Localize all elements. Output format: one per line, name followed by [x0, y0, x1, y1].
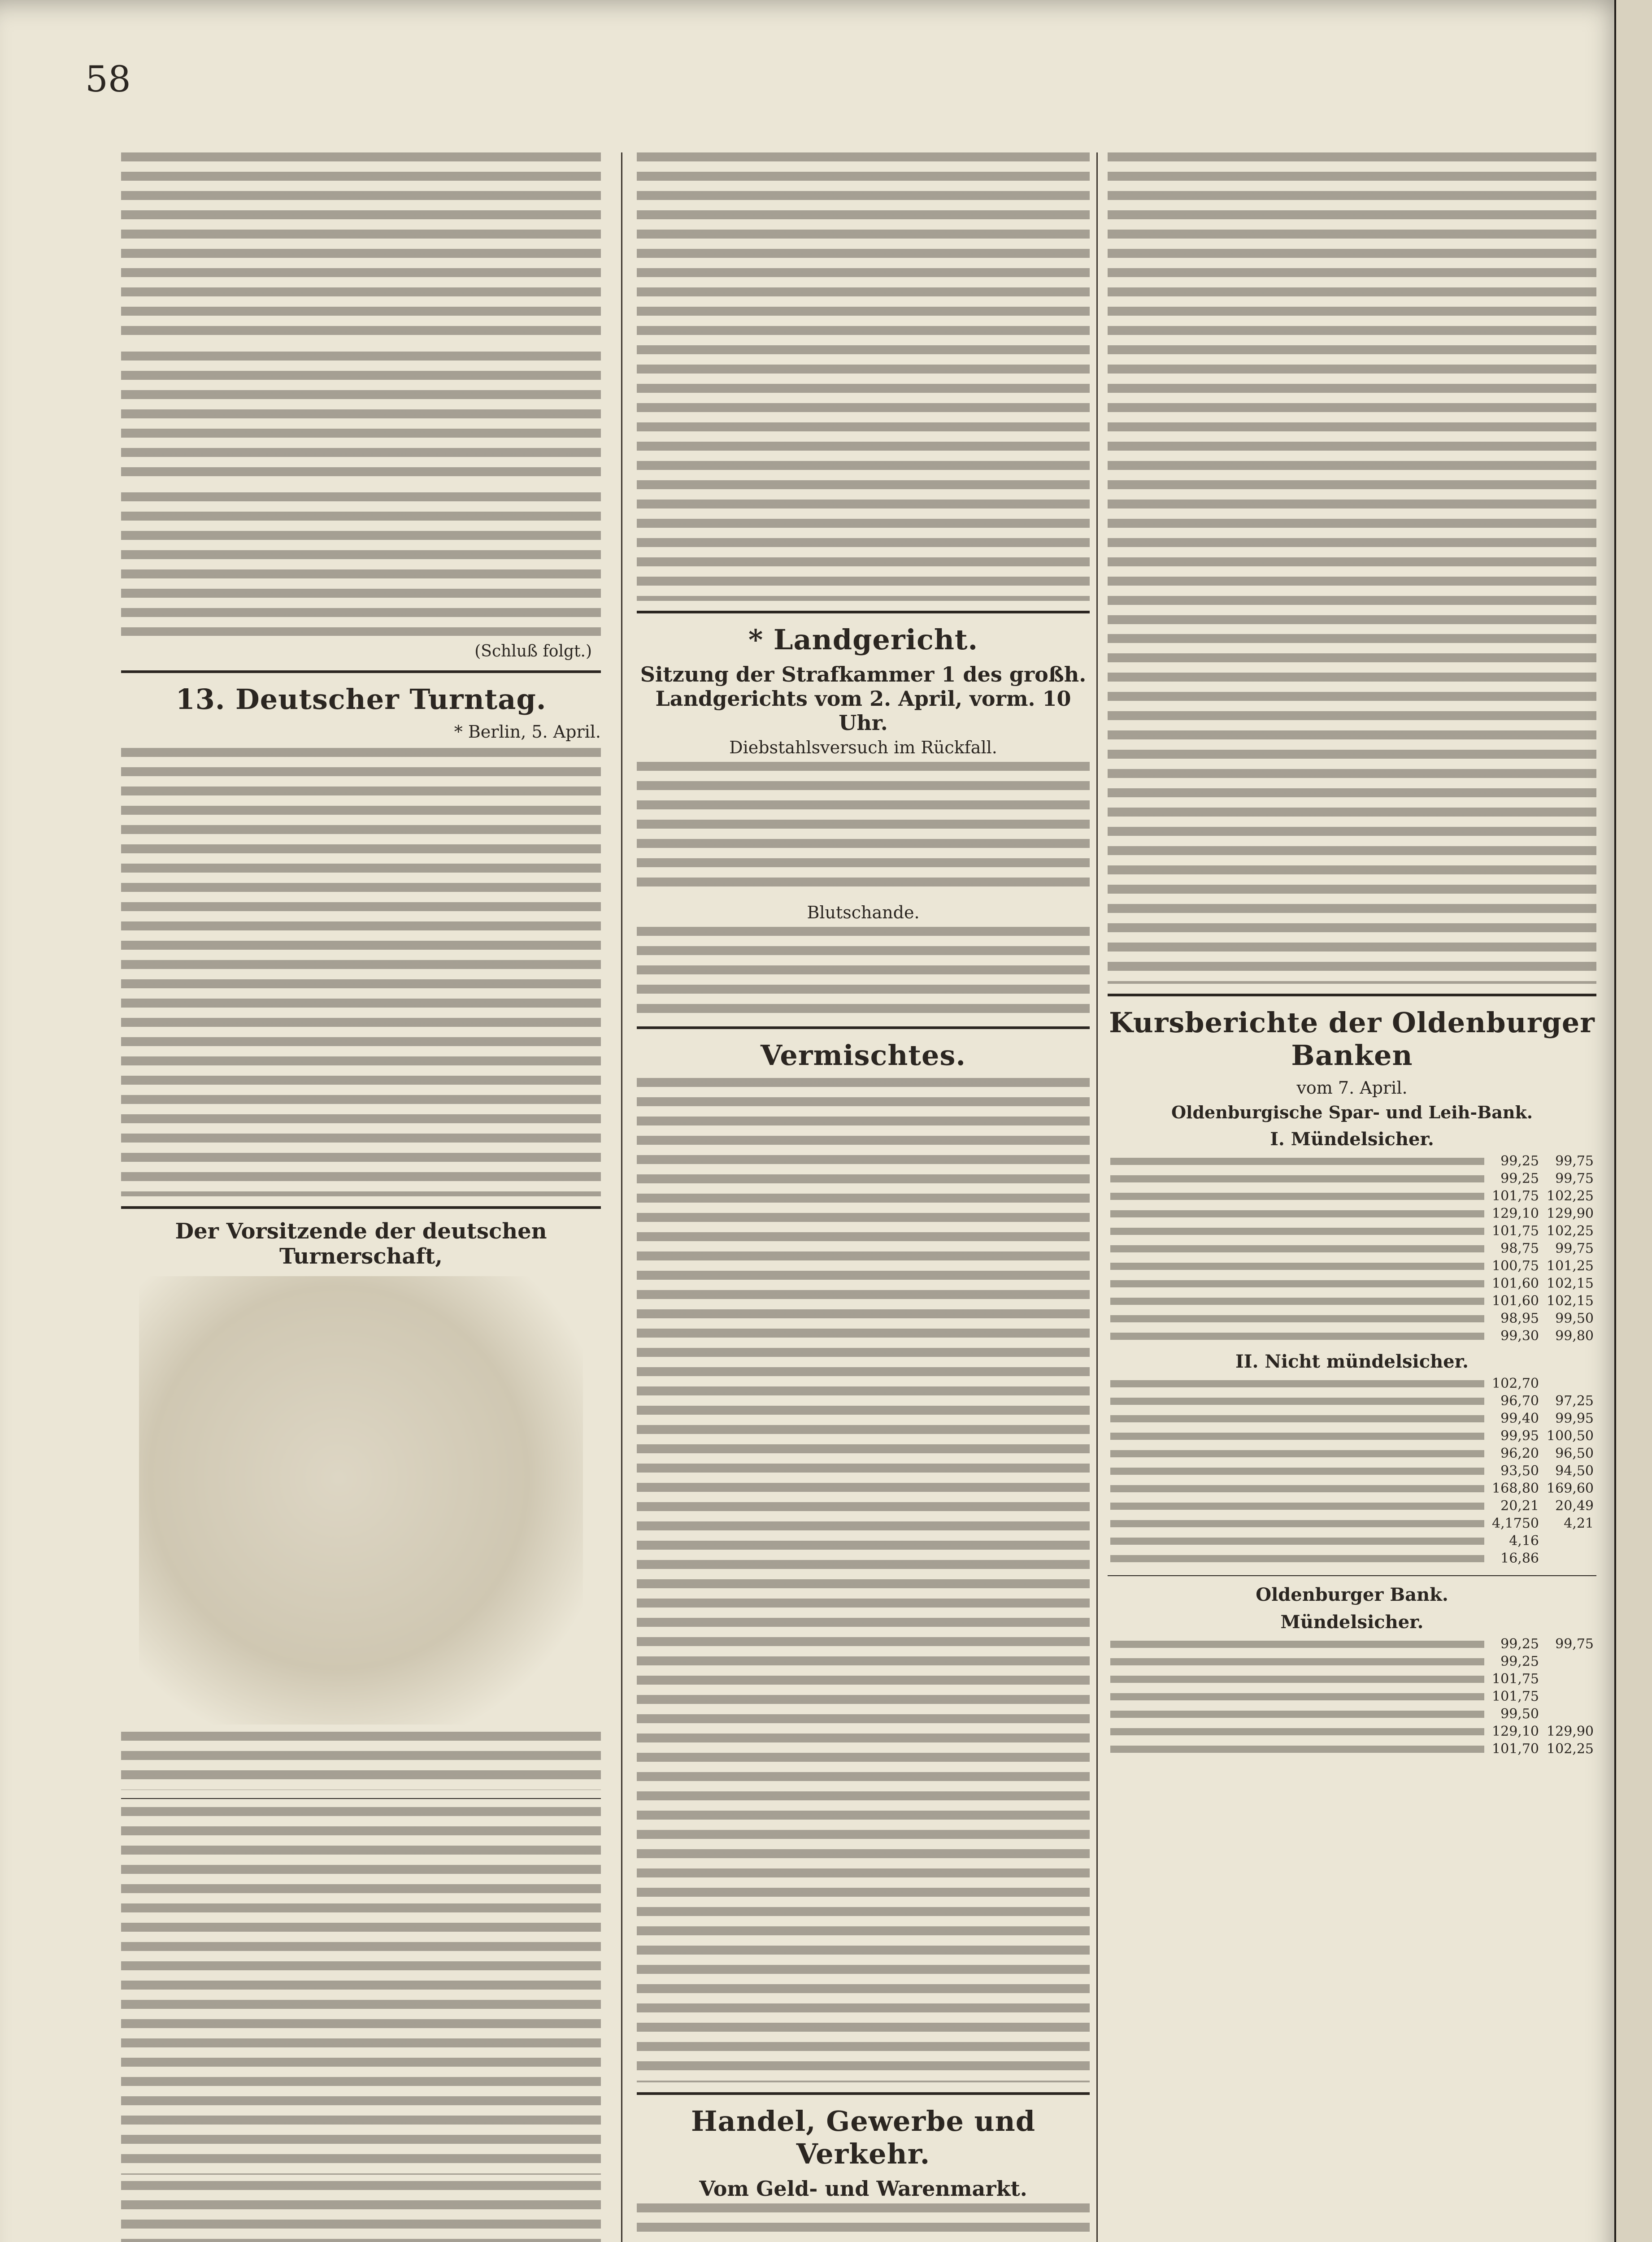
sell-price: [1542, 1653, 1596, 1670]
column-rule: [1096, 152, 1098, 2242]
sell-price: 102,25: [1547, 1741, 1594, 1757]
price-row: [1108, 1480, 1596, 1497]
section-rule: [121, 670, 601, 673]
sell-price: [1542, 1688, 1596, 1705]
adjacent-page-edge: [1614, 0, 1652, 2242]
portrait-heading: Der Vorsitzende der deutschen Turnerschaft,: [175, 1219, 547, 1269]
buy-price: 99,50: [1500, 1706, 1539, 1722]
security-label: [1108, 1653, 1487, 1670]
price-row: [1108, 1187, 1596, 1205]
sell-price: 101,25: [1547, 1258, 1594, 1274]
security-label: [1108, 1152, 1487, 1170]
buy-price: 101,75: [1492, 1671, 1539, 1687]
price-row: [1108, 1740, 1596, 1758]
price-row: [1108, 1222, 1596, 1240]
text-block: [637, 2203, 1090, 2242]
bank-name: Oldenburgische Spar- und Leih-Bank.: [1171, 1102, 1533, 1122]
text-block: [121, 352, 601, 486]
landgericht-heading: * Landgericht.: [748, 623, 978, 656]
column-rule: [621, 152, 622, 2242]
price-row: [1108, 1462, 1596, 1480]
text-block: [121, 1807, 601, 2175]
buy-price: 99,25: [1500, 1654, 1539, 1669]
price-row: [1108, 1257, 1596, 1275]
security-label: [1108, 1240, 1487, 1257]
buy-price: 96,70: [1500, 1393, 1539, 1409]
section-rule: [121, 1206, 601, 1209]
price-row: [1108, 1205, 1596, 1222]
text-block: [637, 762, 1090, 896]
security-label: [1108, 1670, 1487, 1688]
section-title: Diebstahlsversuch im Rückfall.: [729, 738, 997, 757]
buy-price: 129,10: [1492, 1206, 1539, 1221]
buy-price: 98,75: [1500, 1241, 1539, 1256]
security-label: [1108, 1392, 1487, 1410]
price-row: [1108, 1375, 1596, 1392]
price-row: [1108, 1532, 1596, 1550]
buy-price: 101,60: [1492, 1276, 1539, 1291]
price-row: [1108, 1515, 1596, 1532]
sell-price: [1542, 1375, 1596, 1392]
buy-price: 99,25: [1500, 1171, 1539, 1186]
section-rule: [121, 1798, 601, 1799]
section-title: Blutschande.: [807, 903, 920, 922]
sell-price: 102,15: [1547, 1293, 1594, 1309]
buy-price: 101,75: [1492, 1223, 1539, 1239]
kurs-heading: Kursberichte der Oldenburger Banken: [1109, 1006, 1595, 1072]
portrait-illustration: [139, 1276, 583, 1725]
sell-price: 99,80: [1555, 1328, 1594, 1344]
price-table: [1108, 1635, 1596, 1758]
section-title: I. Mündelsicher.: [1270, 1129, 1434, 1150]
sell-price: 99,75: [1555, 1171, 1594, 1186]
security-label: [1108, 1310, 1487, 1327]
buy-price: 93,50: [1500, 1463, 1539, 1479]
buy-price: 16,86: [1500, 1551, 1539, 1566]
price-row: [1108, 1410, 1596, 1427]
buy-price: 99,30: [1500, 1328, 1539, 1344]
security-label: [1108, 1705, 1487, 1723]
sell-price: 20,49: [1555, 1498, 1594, 1514]
buy-price: 168,80: [1492, 1481, 1539, 1496]
section-rule: [1108, 994, 1596, 996]
turntag-dateline: * Berlin, 5. April.: [454, 722, 601, 742]
security-label: [1108, 1532, 1487, 1550]
price-row: [1108, 1635, 1596, 1653]
column-1: [121, 152, 601, 2242]
sell-price: 100,50: [1547, 1428, 1594, 1444]
price-row: [1108, 1688, 1596, 1705]
security-label: [1108, 1723, 1487, 1740]
price-row: [1108, 1653, 1596, 1670]
sell-price: 102,25: [1547, 1223, 1594, 1239]
buy-price: 99,40: [1500, 1411, 1539, 1426]
buy-price: 102,70: [1492, 1376, 1539, 1391]
sell-price: 4,21: [1564, 1516, 1594, 1531]
bank-name: Oldenburger Bank.: [1256, 1584, 1448, 1605]
section-rule: [637, 611, 1090, 613]
buy-price: 99,25: [1500, 1636, 1539, 1652]
column-3: [1108, 152, 1596, 2242]
buy-price: 100,75: [1492, 1258, 1539, 1274]
text-block: [637, 1078, 1090, 2082]
handel-heading: Handel, Gewerbe und Verkehr.: [691, 2105, 1036, 2170]
sell-price: 129,90: [1547, 1724, 1594, 1739]
sell-price: [1542, 1670, 1596, 1688]
security-label: [1108, 1292, 1487, 1310]
buy-price: 101,60: [1492, 1293, 1539, 1309]
security-label: [1108, 1462, 1487, 1480]
buy-price: 20,21: [1500, 1498, 1539, 1514]
price-row: [1108, 1170, 1596, 1187]
landgericht-subheading: Sitzung der Strafkammer 1 des großh. Landgerichts vom 2. April, vorm. 10 Uhr.: [640, 662, 1087, 735]
security-label: [1108, 1275, 1487, 1292]
kurs-date: vom 7. April.: [1296, 1078, 1408, 1098]
sell-price: 129,90: [1547, 1206, 1594, 1221]
section-title: Mündelsicher.: [1280, 1612, 1424, 1633]
turntag-heading: 13. Deutscher Turntag.: [175, 683, 547, 716]
section-title: II. Nicht mündelsicher.: [1235, 1351, 1469, 1372]
price-row: [1108, 1445, 1596, 1462]
text-block: [121, 748, 601, 1196]
sell-price: 102,15: [1547, 1276, 1594, 1291]
security-label: [1108, 1515, 1487, 1532]
security-label: [1108, 1222, 1487, 1240]
price-row: [1108, 1723, 1596, 1740]
price-row: [1108, 1152, 1596, 1170]
security-label: [1108, 1410, 1487, 1427]
section-rule: [637, 2092, 1090, 2095]
buy-price: 99,95: [1500, 1428, 1539, 1444]
column-2: [637, 152, 1090, 2242]
sell-price: 99,75: [1555, 1153, 1594, 1169]
price-row: [1108, 1275, 1596, 1292]
end-note: (Schluß folgt.): [474, 642, 592, 660]
text-block: [121, 1732, 601, 1790]
security-label: [1108, 1327, 1487, 1345]
price-row: [1108, 1427, 1596, 1445]
text-block: [1108, 634, 1596, 984]
security-label: [1108, 1480, 1487, 1497]
text-block: [121, 492, 601, 636]
buy-price: 129,10: [1492, 1724, 1539, 1739]
security-label: [1108, 1635, 1487, 1653]
sell-price: 169,60: [1547, 1481, 1594, 1496]
security-label: [1108, 1740, 1487, 1758]
security-label: [1108, 1445, 1487, 1462]
price-row: [1108, 1292, 1596, 1310]
vermischtes-heading: Vermischtes.: [761, 1039, 966, 1072]
security-label: [1108, 1688, 1487, 1705]
price-row: [1108, 1327, 1596, 1345]
section-rule: [637, 1026, 1090, 1029]
price-row: [1108, 1240, 1596, 1257]
buy-price: 101,75: [1492, 1689, 1539, 1704]
buy-price: 99,25: [1500, 1153, 1539, 1169]
sell-price: 99,95: [1555, 1411, 1594, 1426]
sell-price: 94,50: [1555, 1463, 1594, 1479]
security-label: [1108, 1427, 1487, 1445]
buy-price: 98,95: [1500, 1311, 1539, 1326]
price-row: [1108, 1550, 1596, 1567]
text-block: [637, 152, 1090, 601]
text-block: [121, 152, 601, 345]
sell-price: [1542, 1532, 1596, 1550]
security-label: [1108, 1170, 1487, 1187]
sell-price: [1542, 1705, 1596, 1723]
sell-price: 99,75: [1555, 1636, 1594, 1652]
price-row: [1108, 1392, 1596, 1410]
buy-price: 96,20: [1500, 1446, 1539, 1461]
buy-price: 4,1750: [1492, 1516, 1539, 1531]
sell-price: [1542, 1550, 1596, 1567]
sell-price: 96,50: [1555, 1446, 1594, 1461]
price-table: [1108, 1152, 1596, 1345]
buy-price: 4,16: [1509, 1533, 1539, 1549]
text-block: [637, 927, 1090, 1017]
section-rule: [1108, 1575, 1596, 1576]
sell-price: 102,25: [1547, 1188, 1594, 1204]
sell-price: 99,50: [1555, 1311, 1594, 1326]
security-label: [1108, 1187, 1487, 1205]
buy-price: 101,70: [1492, 1741, 1539, 1757]
price-row: [1108, 1310, 1596, 1327]
buy-price: 101,75: [1492, 1188, 1539, 1204]
price-row: [1108, 1705, 1596, 1723]
price-table: [1108, 1375, 1596, 1567]
handel-subheading: Vom Geld- und Warenmarkt.: [699, 2177, 1027, 2201]
security-label: [1108, 1257, 1487, 1275]
sell-price: 97,25: [1555, 1393, 1594, 1409]
security-label: [1108, 1375, 1487, 1392]
text-block: [121, 2181, 601, 2242]
sell-price: 99,75: [1555, 1241, 1594, 1256]
price-row: [1108, 1670, 1596, 1688]
security-label: [1108, 1550, 1487, 1567]
security-label: [1108, 1205, 1487, 1222]
page-number: 58: [85, 58, 131, 100]
price-row: [1108, 1497, 1596, 1515]
security-label: [1108, 1497, 1487, 1515]
text-block: [1108, 152, 1596, 628]
